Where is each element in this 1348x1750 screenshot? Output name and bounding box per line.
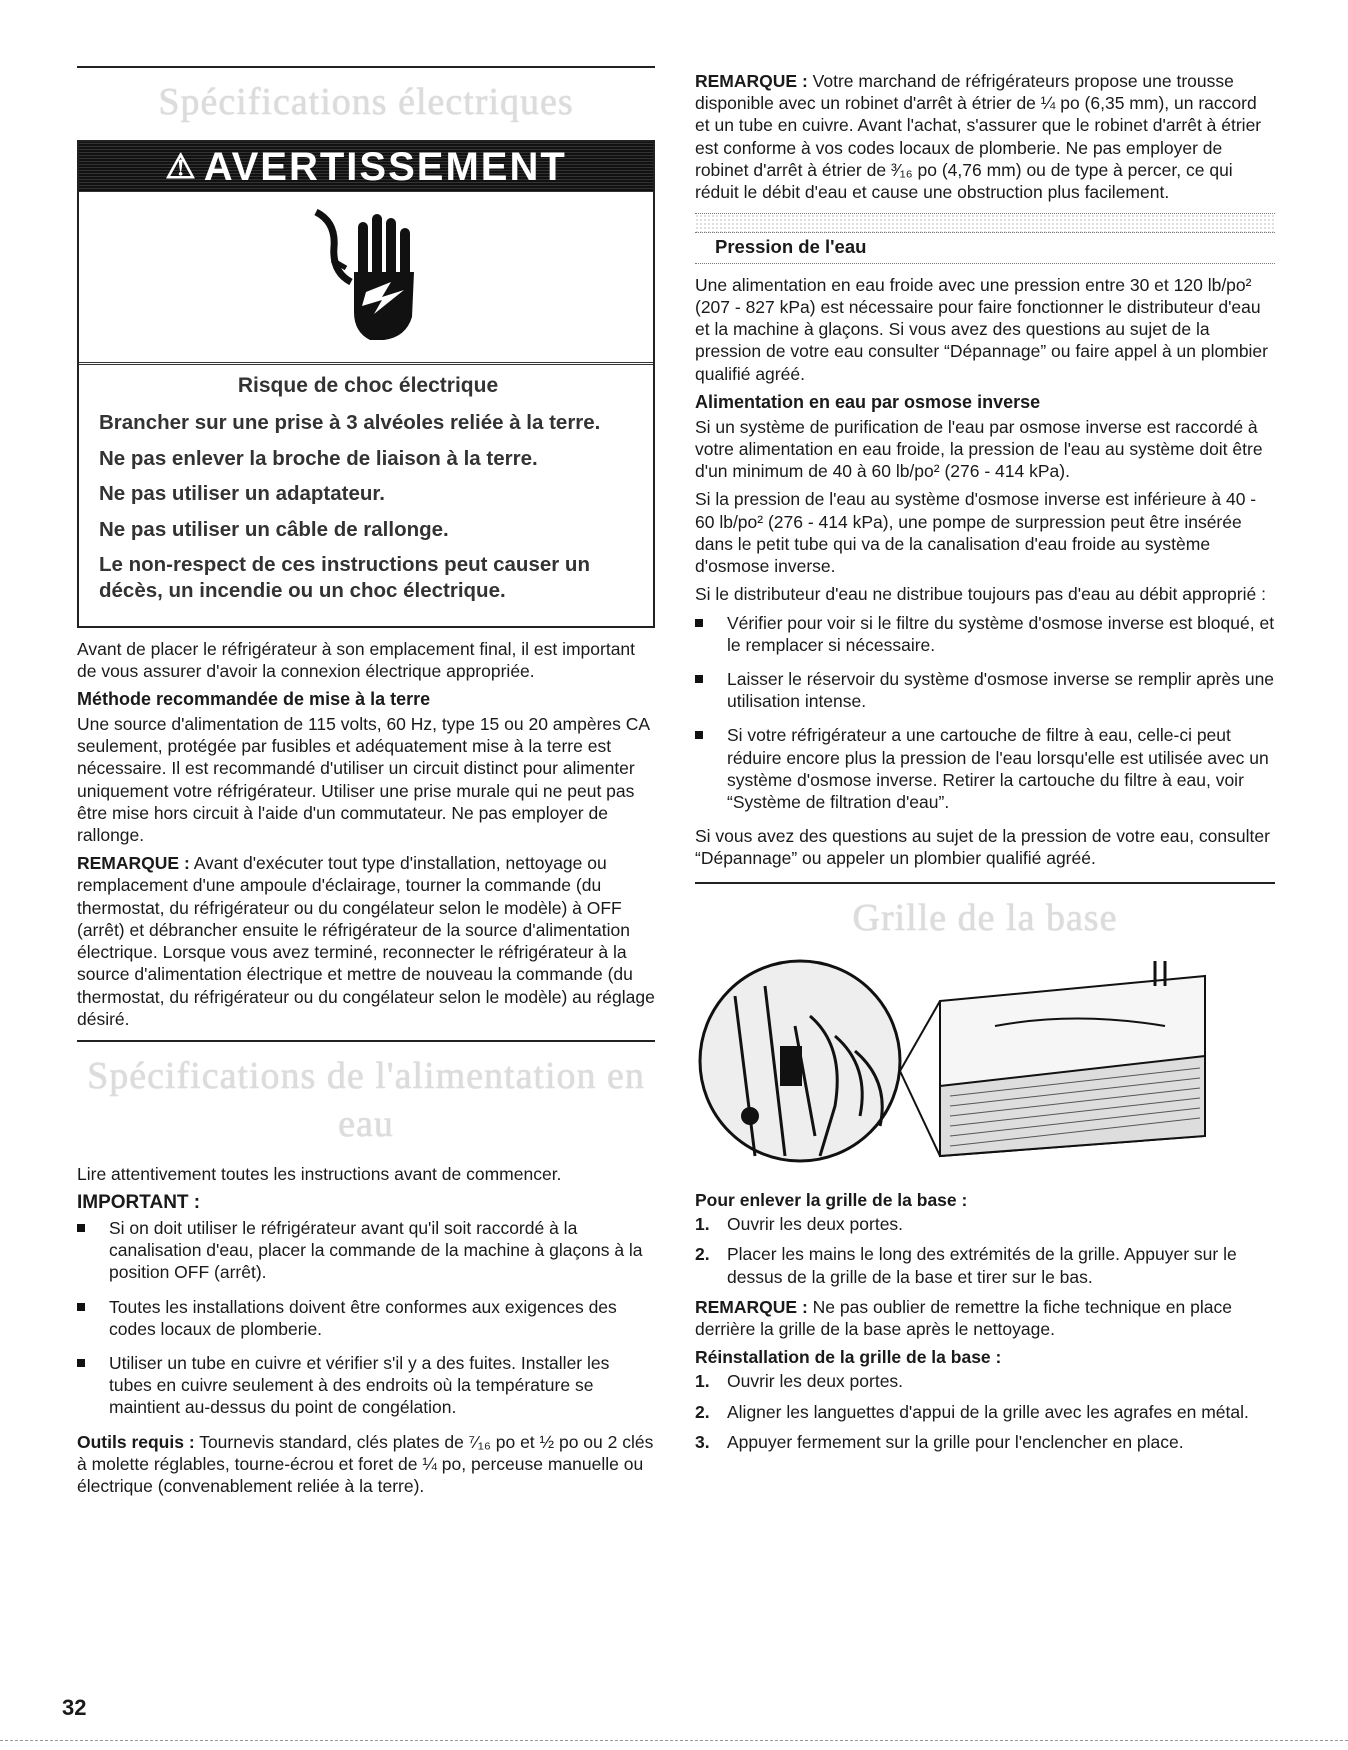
warning-line: Ne pas utiliser un câble de rallonge.	[99, 517, 449, 541]
kit-note	[695, 70, 1275, 203]
warning-line: Brancher sur une prise à 3 alvéoles reliée à la terre.	[99, 410, 601, 434]
pressure-band	[695, 213, 1275, 233]
tools-required	[77, 1431, 655, 1498]
warning-title: Risque de choc électrique	[237, 374, 499, 398]
tools-text: Tournevis standard, clés plates de ⁷⁄₁₆ po et ½ po ou 2 clés à molette réglables, tourne-écrou et foret de ¼ po, perceuse manuelle ou électrique (convenablement reliée à la terre).	[77, 1431, 654, 1497]
ro-heading: Alimentation en eau par osmose inverse	[695, 391, 1041, 412]
bottom-divider	[0, 1740, 1348, 1741]
tools-label: Outils requis :	[77, 1431, 195, 1452]
list-item: Si on doit utiliser le réfrigérateur avant qu'il soit raccordé à la canalisation d'eau, placer la commande de la machine à glaçons à la position OFF (arrêt).	[77, 1217, 655, 1284]
list-item: 2. Aligner les languettes d'appui de la grille avec les agrafes en métal.	[695, 1401, 1249, 1422]
water-bullets	[77, 1217, 655, 1419]
electrical-section-title: Spécifications électriques	[158, 81, 574, 123]
ro-bullets	[695, 612, 1275, 814]
section-rule	[77, 1040, 655, 1042]
reinstall-grille-heading: Réinstallation de la grille de la base :	[695, 1347, 1002, 1368]
grille-illustration	[695, 956, 1275, 1171]
warning-line: Le non-respect de ces instructions peut causer un décès, un incendie ou un choc électrique.	[99, 553, 590, 603]
list-item: Si votre réfrigérateur a une cartouche de filtre à eau, celle-ci peut réduire encore plus la pression de l'eau lorsqu'elle est utilisée avec un système d'osmose inverse. Retirer la cartouche du filtre à eau, voir “Système de filtration d'eau”.	[695, 724, 1275, 813]
warning-triangle-icon: ⚠	[165, 147, 198, 186]
note-text: Ne pas oublier de remettre la fiche technique en place derrière la grille de la base après le nettoyage.	[695, 1296, 1232, 1340]
left-column	[77, 66, 655, 1503]
warning-line: Ne pas utiliser un adaptateur.	[99, 482, 385, 506]
grounding-method-heading: Méthode recommandée de mise à la terre	[77, 689, 431, 710]
list-item: Laisser le réservoir du système d'osmose inverse se remplir après une utilisation intense.	[695, 668, 1275, 712]
note-label: REMARQUE :	[695, 71, 808, 91]
note-text: Votre marchand de réfrigérateurs propose une trousse disponible avec un robinet d'arrêt à étrier de ¼ po (6,35 mm), un raccord et un tube en cuivre. Avant l'achat, s'assurer que le robinet d'arrêt à étrier est conforme à vos codes locaux de plomberie. Ne pas employer de robinet d'arrêt à étrier de ³⁄₁₆ po (4,76 mm) ou de type à percer, ce qui réduit le débit d'eau et cause une obstruction plus facilement.	[695, 71, 1262, 203]
list-item: 1. Ouvrir les deux portes.	[695, 1214, 904, 1235]
warning-text	[79, 365, 653, 625]
warning-box	[77, 140, 655, 627]
electrical-note	[77, 852, 655, 1030]
list-item: 1. Ouvrir les deux portes.	[695, 1371, 904, 1392]
remove-grille-heading: Pour enlever la grille de la base :	[695, 1189, 968, 1210]
list-item: Toutes les installations doivent être conformes aux exigences des codes locaux de plomberie.	[77, 1296, 655, 1340]
list-item: 3. Appuyer fermement sur la grille pour l'enclencher en place.	[695, 1431, 1184, 1452]
grille-note	[695, 1296, 1275, 1340]
ro-paragraph: Si la pression de l'eau au système d'osmose inverse est inférieure à 40 - 60 lb/po² (276 - 414 kPa), une pompe de surpression peut être insérée dans le petit tube qui va de la canalisation d'eau froide au système d'osmose inverse.	[695, 489, 1257, 577]
warning-header-label: AVERTISSEMENT	[203, 144, 567, 189]
ro-closing: Si vous avez des questions au sujet de la pression de votre eau, consulter “Dépannage” ou appeler un plombier qualifié agréé.	[695, 826, 1270, 869]
note-label: REMARQUE :	[695, 1296, 808, 1317]
important-label: IMPORTANT :	[77, 1191, 201, 1213]
grounding-method-text: Une source d'alimentation de 115 volts, 60 Hz, type 15 ou 20 ampères CA seulement, protégée par fusibles et adéquatement mise à la terre est nécessaire. Il est recommandé d'utiliser un circuit distinct pour alimenter uniquement votre réfrigérateur. Utiliser une prise murale qui ne peut pas être mise hors circuit à l'aide d'un commutateur. Ne pas employer de rallonge.	[77, 713, 650, 846]
list-item: Utiliser un tube en cuivre et vérifier s'il y a des fuites. Installer les tubes en cuivre seulement à des endroits où la température se maintient au-dessus du point de congélation.	[77, 1352, 655, 1419]
note-text: Avant d'exécuter tout type d'installation, nettoyage ou remplacement d'une ampoule d'éclairage, tourner la commande (du thermostat, du réfrigérateur ou du congélateur selon le modèle) à OFF (arrêt) et débrancher ensuite le réfrigérateur de la source d'alimentation électrique. Lorsque vous avez terminé, reconnecter le réfrigérateur à la source d'alimentation électrique et mettre de nouveau la commande (du thermostat, du réfrigérateur ou du congélateur selon le modèle) au réglage désiré.	[77, 853, 655, 1029]
dotted-divider	[695, 263, 1275, 264]
pressure-heading: Pression de l'eau	[715, 236, 867, 258]
ro-paragraph: Si le distributeur d'eau ne distribue toujours pas d'eau au débit approprié :	[695, 584, 1266, 605]
ro-paragraph: Si un système de purification de l'eau par osmose inverse est raccordé à votre alimentation en eau froide, la pression de l'eau au système doit être d'un minimum de 40 à 60 lb/po² (276 - 414 kPa).	[695, 416, 1263, 482]
electric-shock-hand-icon	[79, 192, 653, 365]
water-intro: Lire attentivement toutes les instructions avant de commencer.	[77, 1163, 562, 1184]
pressure-text: Une alimentation en eau froide avec une pression entre 30 et 120 lb/po² (207 - 827 kPa) est nécessaire pour faire fonctionner le distributeur d'eau et la machine à glaçons. Si vous avez des questions au sujet de la pression de votre eau consulter “Dépannage” ou faire appel à un plombier qualifié agréé.	[695, 274, 1268, 384]
section-rule	[695, 882, 1275, 884]
water-section-title: Spécifications de l'alimentation en eau	[87, 1055, 645, 1146]
list-item: Vérifier pour voir si le filtre du système d'osmose inverse est bloqué, et le remplacer si nécessaire.	[695, 612, 1275, 656]
list-item: 2. Placer les mains le long des extrémités de la grille. Appuyer sur le dessus de la grille de la base et tirer sur le bas.	[695, 1244, 1237, 1287]
section-rule	[77, 66, 655, 68]
remove-steps	[695, 1213, 1275, 1288]
page-number: 32	[62, 1695, 87, 1720]
right-column	[695, 70, 1275, 1461]
warning-header	[79, 142, 653, 192]
grille-section-title: Grille de la base	[852, 896, 1118, 939]
note-label: REMARQUE :	[77, 853, 190, 874]
warning-line: Ne pas enlever la broche de liaison à la terre.	[99, 446, 538, 470]
electrical-intro: Avant de placer le réfrigérateur à son emplacement final, il est important de vous assurer d'avoir la connexion électrique appropriée.	[77, 638, 636, 681]
reinstall-steps	[695, 1370, 1275, 1453]
